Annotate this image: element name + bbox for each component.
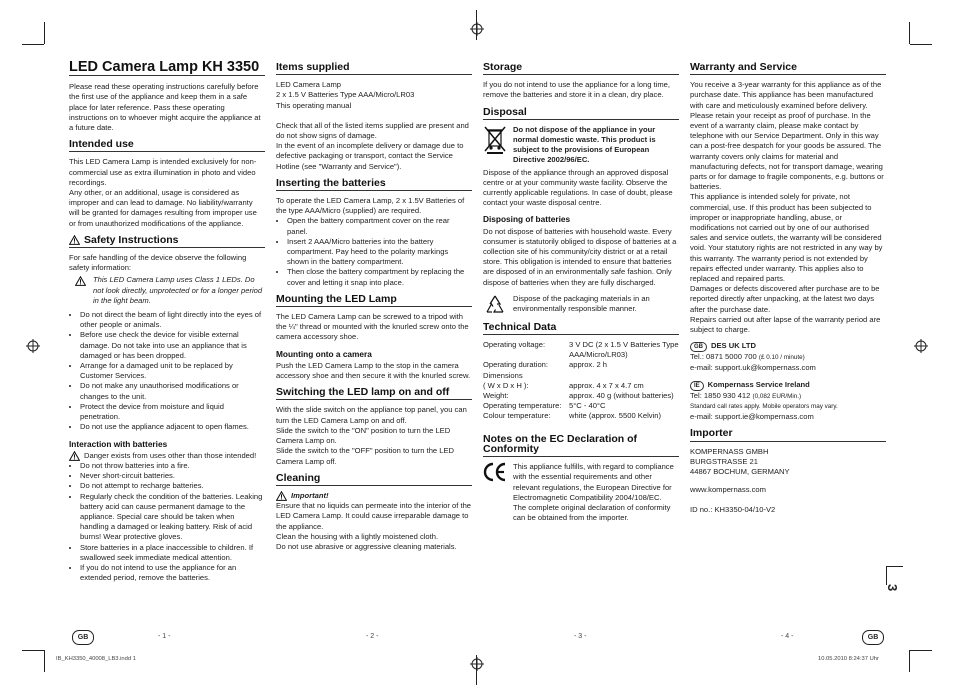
country-badge: GB [72,630,94,645]
crop-mark [44,650,45,672]
service-phone [690,352,886,363]
file-info: IB_KH3350_40008_LB3.indd 1 [56,656,136,662]
importer-id: ID no.: KH3350-04/10-V2 [690,505,776,515]
safety-heading [69,235,265,248]
disposing-batteries-text: Do not dispose of batteries with household waste. Every consumer is statutorily obliged to dispose of batteries at a collection site of his community/city district or at a retail store. This obligation is intended to ensure that batteries are disposed of in an environmentally safe fashion. Only dispose of batteries when they are fully discharged. [483,226,677,287]
list-item: This operating manual [276,100,352,110]
table-row [483,391,679,401]
registration-mark-icon [470,657,484,671]
warranty-text: Please retain your receipt as proof of purchase. In the event of a warranty claim, please make contact by telephone with our Service Department. Only in this way can a post-free despatch for your goods be assured. The warranty covers only claims for material and manufacturing defects, not for transport damage, wearing parts or for damage to fragile components, e.g. buttons or batteries. [690,110,884,192]
packaging-block [483,294,679,316]
warranty-text: You receive a 3-year warranty for this appliance as of the purchase date. This appliance has been manufactured with care and meticulously examined before delivery. [690,80,882,110]
list-item: • Regularly check the condition of the batteries. Leaking battery acid can cause permanent damage to the appliance. Special care should be taken when handling a damaged or leaking battery. Risk of acid burns! Wear protective gloves. [80,492,265,543]
cleaning-text: Clean the housing with a lightly moistened cloth. [276,531,439,541]
disposal-bold-text: Do not dispose of the appliance in your normal domestic waste. This product is subject to the provisions of European Directive 2002/96/EC. [513,124,656,165]
service-email: e-mail: support.ie@kompernass.com [690,412,814,422]
column-2 [276,62,472,558]
disposal-heading: Disposal [483,107,679,120]
table-cell: Weight: [483,391,509,401]
country-badge: GB [862,630,884,645]
switching-text: With the slide switch on the appliance top panel, you can turn the LED Camera Lamp on and off. [276,405,467,425]
page-number: - 1 - [158,633,171,640]
items-check-text: Check that all of the listed items supplied are present and do not show signs of damage. [276,120,469,141]
technical-data-table [483,340,679,422]
print-date: 10.05.2010 8:24:37 Uhr [818,656,879,662]
table-row [483,401,679,411]
registration-mark-icon [914,339,928,353]
cleaning-text: Ensure that no liquids can permeate into the interior of the LED Camera Lamp. It could cause irreparable damage to the appliance. [276,501,472,531]
crop-mark [909,650,910,672]
intended-use-text: Any other, or an additional, usage is considered as improper and can lead to damage. No liability/warranty will be granted for damages resulting from improper use or from unauthorized modifications of the appliance. [69,188,257,228]
page-number: - 4 - [781,633,794,640]
page-number: - 3 - [574,633,587,640]
phone-number: Tel: 1850 930 412 [690,390,751,400]
address-line: 44867 BOCHUM, GERMANY [690,466,790,476]
list-item: • Do not make any unauthorised modifications or changes to the unit. [80,381,265,401]
items-incomplete-text: In the event of an incomplete delivery or damage due to defective packaging or transport, contact the Service Hotline (see "Warranty and Service"). [276,141,464,171]
list-item: • Open the battery compartment cover on the rear panel. [287,216,472,236]
table-row [483,411,679,421]
table-cell: Dimensions [483,370,523,380]
warning-icon [69,451,80,461]
led-warning [69,275,265,306]
table-cell: white (approx. 5500 Kelvin) [569,411,662,421]
column-4 [690,62,886,522]
list-item: • Then close the battery compartment by replacing the cover and letting it snap into place. [287,267,472,287]
table-cell: approx. 2 h [569,360,607,370]
side-page-number: 3 [885,584,900,592]
warranty-heading: Warranty and Service [690,62,886,75]
list-item: • Arrange for a damaged unit to be replaced by Customer Services. [80,361,265,381]
battery-warning-text: Danger exists from uses other than those intended! [84,450,257,460]
table-cell: 5°C - 40°C [569,401,606,411]
important-label: Important! [291,490,329,500]
list-item: LED Camera Lamp [276,80,341,90]
mounting-text: The LED Camera Lamp can be screwed to a tripod with the ¼" thread or mounted with the knurled screw onto the camera accessory shoe. [276,312,469,342]
intended-use-heading: Intended use [69,139,265,152]
crop-mark [22,44,44,45]
registration-mark-icon [470,22,484,36]
table-cell [569,371,679,381]
table-row [483,371,679,381]
inserting-batteries-heading: Inserting the batteries [276,178,472,191]
disposal-text: Dispose of the appliance through an approved disposal centre or at your community waste facility. Observe the currently applicable regulations. In case of doubt, please contact your waste disposal centre. [483,167,673,208]
service-gb-title [690,341,886,352]
warning-icon [69,235,80,245]
address-line: BURGSTRASSE 21 [690,456,758,466]
country-badge: IE [690,381,704,391]
disposing-batteries-heading: Disposing of batteries [483,214,571,225]
phone-number: Tel.: 0871 5000 700 [690,352,757,362]
call-rates-note: Standard call rates apply. Mobile operators may vary. [690,402,838,410]
crossed-bin-icon [483,125,507,155]
mounting-sub-text: Push the LED Camera Lamp to the stop in the camera accessory shoe and then secure it with the knurled screw. [276,360,471,381]
page-number: - 2 - [366,633,379,640]
company-name: Kompernass Service Ireland [707,379,810,389]
battery-list [69,461,265,583]
crop-mark [910,44,932,45]
column-3 [483,62,679,529]
ec-text: This appliance fulfills, with regard to compliance with the essential requirements and other relevant regulations, the European Directive for Electromagnetic Compatibility 2004/108/EC. [513,462,674,502]
led-warning-text: This LED Camera Lamp uses Class 1 LEDs. Do not look directly, unprotected or for a longer period in the light beam. [93,275,263,305]
storage-text: If you do not intend to use the appliance for a long time, remove the batteries and store it in a clean, dry place. [483,80,671,100]
switching-text: Slide the switch to the "ON" position to turn the LED Camera Lamp on. [276,425,451,446]
mounting-heading: Mounting the LED Lamp [276,294,472,307]
technical-data-heading: Technical Data [483,322,679,335]
table-cell: 3 V DC (2 x 1.5 V Batteries Type AAA/Micro/LR03) [569,340,679,360]
intro-text: Please read these operating instructions carefully before the first use of the appliance and keep them in a safe place for later reference. Pass these operating instructions on to whoever might acquire the appliance at a future date. [69,82,261,133]
table-row [483,381,679,391]
ec-text-block [513,462,679,523]
importer-heading: Importer [690,428,886,441]
list-item: • Do not attempt to recharge batteries. [80,481,265,491]
side-tab-marker [886,566,903,585]
table-cell: approx. 40 g (without batteries) [569,391,674,401]
cleaning-text: Do not use abrasive or aggressive cleaning materials. [276,541,457,551]
table-cell: Operating duration: [483,360,549,370]
items-supplied-heading: Items supplied [276,62,472,75]
column-1 [69,59,265,587]
page-title: LED Camera Lamp KH 3350 [69,62,265,76]
intended-use-text: This LED Camera Lamp is intended exclusively for non-commercial use as extra illumination in photo and video recordings. [69,157,257,187]
list-item: • Do not throw batteries into a fire. [80,461,265,471]
list-item: 2 x 1.5 V Batteries Type AAA/Micro/LR03 [276,90,415,100]
list-item: • Insert 2 AAA/Micro batteries into the battery compartment. Pay heed to the polarity markings shown in the battery compartment. [287,237,472,268]
table-row [483,340,679,360]
list-item: • Store batteries in a place inaccessible to children. If swallowed seek immediate medical attention. [80,543,265,563]
service-ie-title [690,380,886,391]
switching-text: Slide the switch to the "OFF" position to turn the LED Camera Lamp off. [276,446,455,466]
list-item: • If you do not intend to use the appliance for an extended period, remove the batteries. [80,563,265,583]
disposal-block [483,125,679,166]
list-item: • Do not direct the beam of light directly into the eyes of other people or animals. [80,310,265,330]
table-row [483,360,679,370]
address-line: KOMPERNASS GMBH [690,446,769,456]
safety-list [69,310,265,432]
warning-icon [276,491,287,501]
ce-mark-icon [483,462,507,482]
service-phone [690,391,886,402]
table-cell: Colour temperature: [483,411,551,421]
recycle-icon [483,294,507,316]
table-cell: ( W x D x H ): [483,380,529,390]
phone-rate: (£ 0.10 / minute) [758,354,805,362]
table-cell: Operating temperature: [483,401,562,411]
registration-mark-icon [26,339,40,353]
importer-website: www.kompernass.com [690,485,766,495]
safety-intro: For safe handling of the device observe the following safety information: [69,253,247,273]
cleaning-important [276,491,472,501]
list-item: • Do not use the appliance adjacent to open flames. [80,422,265,432]
crop-mark [910,650,932,651]
cleaning-heading: Cleaning [276,473,472,486]
battery-warning [69,451,265,461]
company-name: DES UK LTD [711,341,756,351]
country-badge: GB [690,342,707,352]
items-supplied-list [276,80,472,111]
warning-icon [75,276,86,286]
safety-heading-label: Safety Instructions [84,233,179,246]
crop-mark [909,22,910,44]
batteries-intro: To operate the LED Camera Lamp, 2 x 1.5V Batteries of the type AAA/Micro (supplied) are required. [276,196,465,216]
service-ie [690,380,886,423]
battery-heading: Interaction with batteries [69,438,168,449]
warranty-text: Repairs carried out after lapse of the warranty period are subject to charge. [690,314,881,335]
list-item: • Before use check the device for visible external damage. Do not take into use an appliance that is damaged or has been dropped. [80,330,265,361]
mounting-sub-heading: Mounting onto a camera [276,348,372,359]
ec-text: The complete original declaration of conformity can be obtained from the importer. [513,502,671,523]
switching-heading: Switching the LED lamp on and off [276,387,472,400]
packaging-text: Dispose of the packaging materials in an environmentally responsible manner. [513,293,650,314]
ec-block [483,462,679,523]
crop-mark [22,650,44,651]
crop-mark [44,22,45,44]
table-cell: Operating voltage: [483,340,546,350]
warranty-text: This appliance is intended solely for private, not commercial, use. If this product has been subjected to improper or inappropriate handling, abuse, or modifications not carried out by one of our authorised sales and service outlets, the warranty will be considered void. Your statutory rights are not restricted in any way by this warranty. The warranty period is not extended by repairs effected under warranty. This applies also to replaced and repaired parts. [690,192,883,284]
phone-rate: (0,082 EUR/Min.) [752,392,802,400]
list-item: • Never short-circuit batteries. [80,471,265,481]
service-gb [690,341,886,373]
table-cell: approx. 4 x 7 x 4.7 cm [569,380,644,390]
list-item: • Protect the device from moisture and liquid penetration. [80,402,265,422]
importer-address [690,447,886,478]
warranty-text: Damages or defects discovered after purchase are to be reported directly after unpacking, at the latest two days after the purchase date. [690,284,880,314]
batteries-steps [276,216,472,287]
service-email: e-mail: support.uk@kompernass.com [690,363,816,373]
storage-heading: Storage [483,62,679,75]
ec-declaration-heading: Notes on the EC Declaration of Conformity [483,434,679,457]
